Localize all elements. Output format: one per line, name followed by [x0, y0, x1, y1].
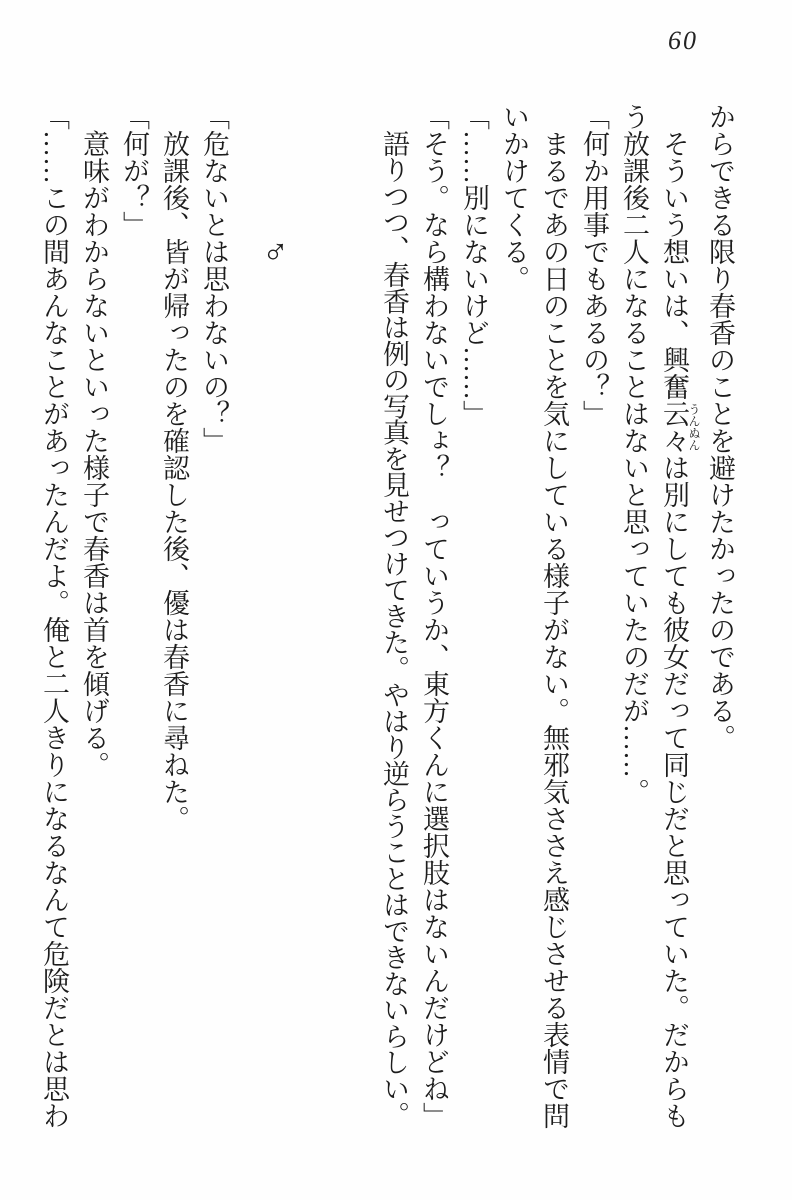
paragraph: 「そう。なら構わないでしょ？ っていうか、東方くんに選択肢はないんだけどね」 — [419, 103, 449, 1129]
paragraph: 語りつつ、春香は例の写真を見せつけてきた。やはり逆らうことはできないらしい。 — [379, 130, 409, 1128]
paragraph: 意味がわからないといった様子で春香は首を傾げる。 — [79, 130, 109, 778]
scene-break — [234, 103, 374, 1131]
mars-symbol-icon: ♂ — [262, 232, 289, 272]
paragraph: そういう想いは、興奮云々うんぬんは別にしても彼女だって同じだと思っていた。だからもう放課後二人になることはないと思っていたのだが……。 — [619, 103, 701, 1129]
paragraph: 「……別にないけど……」 — [459, 103, 489, 427]
text-body — [36, 103, 740, 1131]
paragraph: 放課後、皆が帰ったのを確認した後、優は春香に尋ねた。 — [159, 130, 189, 832]
ruby-annotated-word: 云々うんぬん — [659, 400, 701, 454]
paragraph: 「何が？」 — [119, 103, 149, 238]
page-number: 60 — [668, 26, 698, 55]
paragraph: 「何か用事でもあるの？」 — [579, 103, 609, 427]
paragraph: まるであの日のことを気にしている様子がない。無邪気ささえ感じさせる表情で問いかけてくる。 — [499, 103, 569, 1129]
furigana: うんぬん — [687, 400, 701, 454]
paragraph: 「危ないとは思わないの？」 — [199, 103, 229, 454]
paragraph: からできる限り春香のことを避けたかったのである。 — [705, 103, 735, 751]
paragraph: 「……この間あんなことがあったんだよ。俺と二人きりになるなんて危険だとは思わ — [39, 103, 69, 1129]
